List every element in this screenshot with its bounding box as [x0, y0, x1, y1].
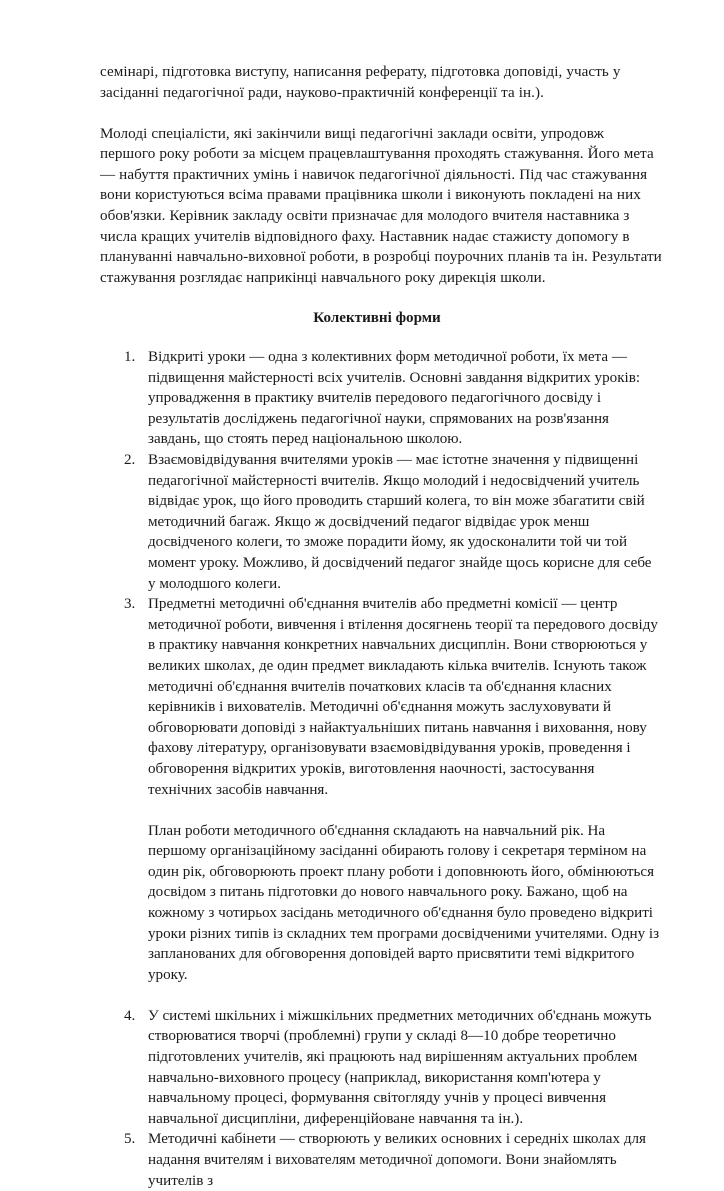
list-item-text-2: Взаємовідвідування вчителями уроків — має істотне значення у підвищенні педагогічної майстерності вчителів. Якщо молодий і недосвідчений учитель відвідає урок, що його проводить старший колега, то він може збагатити свій методичний багаж. Якщо ж досвідчений педагог відвідає урок менш досвідченого колеги, то зможе порадити йому, як удосконалити той чи той момент уроку. Можливо, й досвідчений педагог знайде щось корисне для себе у молодшого колеги.	[148, 452, 652, 592]
list-item-3	[100, 594, 662, 800]
intro-paragraph-2: Молоді спеціалісти, які закінчили вищі педагогічні заклади освіти, упродовж першого року роботи за місцем працевлаштування проходять стажування. Його мета — набуття практичних умінь і навичок педагогічної діяльності. Під час стажування вони користуються всіма правами працівника школи і виконують покладені на них обов'язки. Керівник закладу освіти призначає для молодого вчителя наставника з числа кращих учителів відповідного фаху. Наставник надає стажисту допомогу в плануванні навчально-виховної роботи, в розробці поурочних планів та ін. Результати стажування розглядає наприкінці навчального року дирекція школи.	[100, 125, 662, 286]
list-marker-1: 1.	[124, 349, 136, 366]
list-item-text-4: У системі шкільних і міжшкільних предметних методичних об'єднань можуть створюватися творчі (проблемні) групи у складі 8—10 добре теоретично підготовлених учителів, які працюють над вирішенням актуальних проблем навчально-виховного процесу (наприклад, використання комп'ютера у навчальному процесі, формування світогляду учнів у процесі вивчення навчальної дисципліни, диференційоване навчання та ін.).	[148, 1007, 652, 1127]
list-item-2	[100, 450, 662, 594]
list-marker-5: 5.	[124, 1131, 136, 1148]
collective-forms-list	[100, 347, 662, 1191]
intro-paragraph-1: семінарі, підготовка виступу, написання реферату, підготовка доповіді, участь у засіданні педагогічної ради, науково-практичній конференції та ін.).	[100, 64, 621, 101]
section-heading: Колективні форми	[313, 310, 441, 327]
list-item-text-1: Відкриті уроки — одна з колективних форм методичної роботи, їх мета — підвищення майстерності всіх учителів. Основні завдання відкритих уроків: упровадження в практику вчителів передового педагогічного досвіду і результатів досліджень педагогічної науки, спрямованих на розв'язання завдань, що стоять перед національною школою.	[148, 349, 641, 448]
list-item-text-5: Методичні кабінети — створюють у великих основних і середніх школах для надання вчителям і вихователям методичної допомоги. Вони знайомлять учителів з	[148, 1131, 646, 1189]
list-item-4	[100, 1006, 662, 1130]
list-marker-2: 2.	[124, 452, 136, 468]
list-marker-4: 4.	[124, 1007, 136, 1024]
list-item-text-3: Предметні методичні об'єднання вчителів або предметні комісії — центр методичної роботи, вивчення і втілення досягнень теорії та передового досвіду в практику навчання конкретних навчальних дисциплін. Вони створюються у великих школах, де один предмет викладають кілька вчителів. Існують також методичні об'єднання вчителів початкових класів та об'єднання класних керівників і вихователів. Методичні об'єднання можуть заслуховувати й обговорювати доповіді з найактуальніших питань навчання і виховання, нову фахову літературу, організовувати взаємовідвідування уроків, проведення і обговорення відкритих уроків, виготовлення наочності, застосування технічних засобів навчання.	[148, 596, 658, 798]
list-item-5	[100, 1129, 662, 1191]
list-marker-3: 3.	[124, 596, 136, 613]
methodical-plan-paragraph: План роботи методичного об'єднання складають на навчальний рік. На першому організаційному засіданні обирають голову і секретаря терміном на один рік, обговорюють проект плану роботи і доповнюють його, обмінюються досвідом з питань підготовки до нового навчального року. Бажано, щоб на кожному з чотирьох засідань методичного об'єднання було проведено відкриті уроки різних типів із складних тем програми досвідченими учителями. Одну із запланованих для обговорення доповідей варто присвятити темі відкритого уроку.	[148, 822, 660, 983]
list-item-1	[100, 347, 662, 450]
document-content	[100, 62, 662, 1191]
